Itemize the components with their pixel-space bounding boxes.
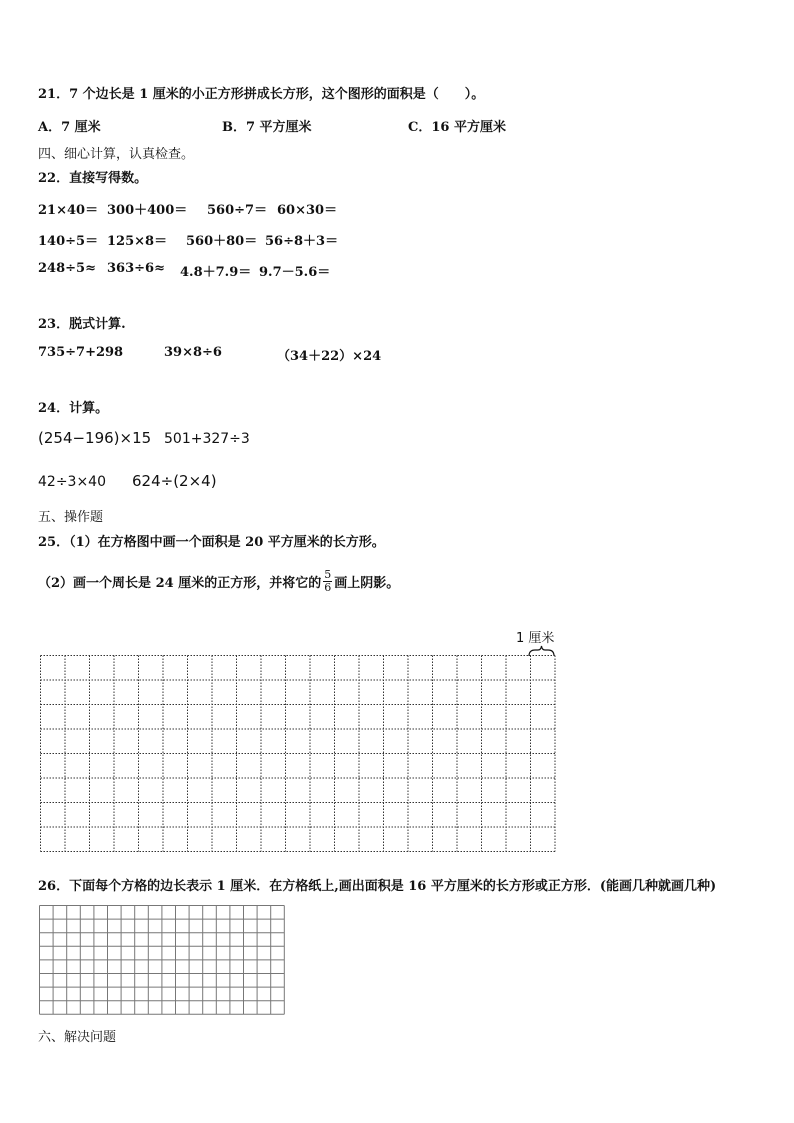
- q25-part1: 25．（1）在方格图中画一个面积是 20 平方厘米的长方形。: [38, 535, 385, 550]
- q25-part2-after: 画上阴影。: [334, 576, 400, 591]
- q24-item-1: (254−196)×15: [38, 429, 152, 447]
- q26-text: 26．下面每个方格的边长表示 1 厘米．在方格纸上,画出面积是 16 平方厘米的长方形或正方形．(能画几种就画几种): [38, 879, 717, 894]
- q22-r3-c4: 9.7－5.6＝: [259, 265, 331, 280]
- q22-title: 22．直接写得数。: [38, 171, 148, 186]
- q22-r1-c4: 60×30＝: [277, 203, 338, 218]
- q25-dotted-grid[interactable]: [40, 655, 556, 855]
- fraction-numerator: 5: [324, 568, 332, 581]
- q21-stem: 21．7 个边长是 1 厘米的小正方形拼成长方形，这个图形的面积是（ ）。: [38, 87, 485, 102]
- q23-item-2: 39×8÷6: [164, 345, 222, 360]
- fraction-five-sixths: [323, 569, 332, 594]
- section-5-heading: 五、操作题: [38, 510, 104, 525]
- q22-r1-c1: 21×40＝: [38, 203, 99, 218]
- q22-r1-c2: 300＋400＝: [107, 203, 188, 218]
- q21-option-b[interactable]: B．7 平方厘米: [222, 120, 312, 135]
- fraction-denominator: 6: [324, 581, 332, 594]
- q26-square-grid[interactable]: [39, 905, 287, 1016]
- q25-part2: [38, 569, 399, 594]
- q22-r2-c4: 56÷8＋3＝: [265, 234, 339, 249]
- section-4-heading: 四、细心计算，认真检查。: [38, 147, 195, 162]
- q22-r2-c2: 125×8＝: [107, 234, 168, 249]
- q24-item-4: 624÷(2×4): [132, 472, 217, 490]
- q22-r3-c2: 363÷6≈: [107, 261, 165, 276]
- q22-r3-c3: 4.8＋7.9＝: [180, 265, 252, 280]
- scale-label: 1 厘米: [516, 631, 555, 646]
- q22-r1-c3: 560÷7＝: [207, 203, 268, 218]
- q24-item-3: 42÷3×40: [38, 474, 106, 490]
- q21-option-c[interactable]: C．16 平方厘米: [408, 120, 506, 135]
- q21-option-a[interactable]: A．7 厘米: [38, 120, 101, 135]
- q24-item-2: 501+327÷3: [164, 431, 250, 447]
- q24-title: 24．计算。: [38, 401, 109, 416]
- q23-title: 23．脱式计算.: [38, 317, 126, 332]
- q25-part2-before: （2）画一个周长是 24 厘米的正方形，并将它的: [38, 576, 322, 591]
- section-6-heading: 六、解决问题: [38, 1030, 117, 1045]
- q23-item-3: （34＋22）×24: [277, 349, 382, 364]
- q22-r2-c3: 560＋80＝: [186, 234, 258, 249]
- q22-r2-c1: 140÷5＝: [38, 234, 99, 249]
- q23-item-1: 735÷7+298: [38, 345, 124, 360]
- q22-r3-c1: 248÷5≈: [38, 261, 96, 276]
